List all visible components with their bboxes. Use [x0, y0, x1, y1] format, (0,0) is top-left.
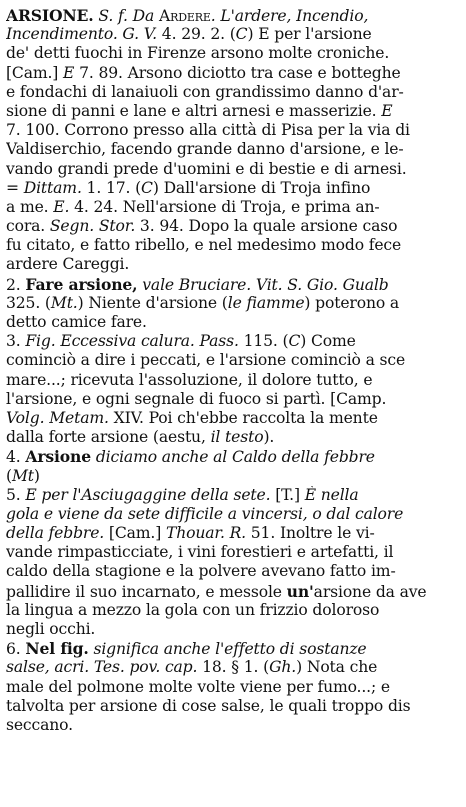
text-line: [6, 44, 462, 63]
text-run: cominciò a dire i peccati, e l'arsione cominciò a sce: [6, 351, 406, 370]
text-run: e fondachi di lanaiuoli con grandissimo danno d'ar-: [6, 82, 404, 101]
text-line: [6, 467, 462, 486]
text-line: [6, 64, 462, 83]
text-run: 6.: [6, 640, 26, 659]
text-line: [6, 716, 462, 735]
text-run: la lingua a mezzo la gola con un frizzio doloroso: [6, 600, 380, 619]
text-line: [6, 409, 462, 428]
text-line: [6, 505, 462, 524]
text-run: l'arsione, e ogni segnale di fuoco si partì. [Camp.: [6, 389, 387, 408]
text-run: negli occhi.: [6, 620, 96, 638]
text-line: [6, 121, 462, 140]
text-run: ardere Careggi.: [6, 255, 130, 274]
text-run: 1. 17. (: [81, 178, 142, 197]
text-run: . L'ardere, Incendio,: [210, 7, 369, 25]
text-line: [6, 428, 462, 447]
text-run: ).: [263, 428, 275, 447]
text-line: [6, 447, 462, 466]
text-line: [6, 639, 462, 658]
text-run: E per l'Asciugaggine della sete.: [25, 485, 271, 504]
text-line: [6, 390, 462, 409]
text-line: [6, 294, 462, 313]
text-run: 325. (: [6, 293, 51, 312]
text-run: 3. 94. Dopo la quale arsione caso: [135, 217, 398, 236]
text-run: Fare arsione,: [25, 274, 138, 294]
text-run: 4.: [6, 448, 26, 467]
text-line: [6, 658, 462, 677]
text-run: =: [6, 178, 24, 197]
text-run: Nel fig.: [25, 639, 89, 659]
text-line: [6, 332, 462, 351]
text-line: [6, 6, 462, 25]
text-line: [6, 217, 462, 236]
text-run: Incendimento. G. V.: [6, 25, 157, 44]
text-line: [6, 486, 462, 505]
text-run: Gh.: [269, 658, 297, 677]
text-run: ) Dall'arsione di Troja infino: [152, 178, 371, 197]
text-line: [6, 160, 462, 179]
text-run: 2.: [6, 275, 26, 294]
text-run: Dittam.: [23, 178, 82, 197]
text-run: C: [235, 25, 248, 44]
text-run: E: [381, 101, 393, 120]
text-run: vale Bruciare. Vit. S. Gio. Gualb: [137, 275, 389, 294]
text-line: [6, 140, 462, 159]
text-run: 18. § 1. (: [197, 658, 270, 677]
text-run: ) Come: [300, 332, 356, 351]
text-line: [6, 198, 462, 217]
text-run: (: [6, 466, 12, 485]
text-run: arsione da ave: [313, 582, 427, 601]
text-run: E: [63, 63, 75, 82]
text-run: [T.]: [270, 485, 305, 504]
text-run: diciamo anche al Caldo della febbre: [91, 448, 375, 467]
text-run: vande rimpasticciate, i vini forestieri e artefatti, il: [6, 543, 394, 562]
text-run: vando grandi prede d'uomini e di bestie e di arnesi.: [6, 159, 407, 178]
dictionary-entry-text: [6, 6, 462, 735]
text-run: Fig. Eccessiva calura. Pass.: [25, 332, 239, 351]
text-line: [6, 313, 462, 332]
text-run: il testo: [210, 428, 264, 447]
text-line: [6, 697, 462, 716]
text-line: [6, 179, 462, 198]
text-run: seccano.: [6, 715, 73, 734]
text-run: le fiamme: [227, 293, 305, 312]
text-run: male del polmone molte volte viene per fumo...; e: [6, 677, 390, 696]
text-run: pallidire il suo incarnato, e messole: [6, 582, 287, 601]
text-run: Ardere: [158, 7, 211, 25]
text-run: ) Niente d'arsione (: [77, 293, 228, 312]
text-run: fu citato, e fatto ribello, e nel medesimo modo fece: [6, 236, 402, 255]
text-run: 3.: [6, 332, 26, 351]
text-run: E.: [53, 197, 70, 216]
text-line: [6, 255, 462, 274]
text-run: caldo della stagione e la polvere avevano fatto im-: [6, 562, 396, 581]
text-run: 7. 89. Arsono diciotto tra case e botteghe: [74, 63, 401, 82]
text-run: un': [286, 581, 314, 601]
text-run: ) Nota che: [296, 658, 378, 677]
text-run: S. f. Da: [93, 7, 159, 25]
text-run: 51. Inoltre le vi-: [245, 524, 375, 543]
text-run: 5.: [6, 485, 26, 504]
text-line: [6, 102, 462, 121]
text-line: [6, 582, 462, 601]
text-run: ) E per l'arsione: [247, 25, 372, 44]
text-run: Valdiserchio, facendo grande danno d'arsione, e le-: [6, 140, 404, 159]
text-run: dalla forte arsione (aestu,: [6, 428, 211, 447]
text-line: [6, 562, 462, 581]
text-run: Volg. Metam.: [6, 408, 109, 427]
text-run: XIV. Poi ch'ebbe raccolta la mente: [108, 408, 378, 427]
text-run: C: [141, 178, 153, 197]
text-line: [6, 371, 462, 390]
text-run: detto camice fare.: [6, 313, 147, 331]
text-run: 115. (: [238, 332, 289, 351]
text-line: [6, 275, 462, 294]
text-run: ) poterono a: [304, 293, 400, 312]
text-line: [6, 601, 462, 620]
text-line: [6, 25, 462, 44]
text-run: Mt.: [50, 293, 78, 312]
text-run: talvolta per arsione di cose salse, le quali troppo dis: [6, 696, 411, 715]
text-line: [6, 236, 462, 255]
text-line: [6, 351, 462, 370]
text-run: della febbre.: [6, 524, 105, 543]
text-run: ARSIONE.: [6, 6, 94, 25]
text-run: [Cam.]: [104, 524, 166, 543]
text-run: ): [33, 466, 40, 485]
text-run: gola e viene da sete difficile a vincersi, o dal calore: [6, 504, 404, 523]
text-run: [Cam.]: [6, 63, 64, 82]
text-line: [6, 524, 462, 543]
text-run: 4. 29. 2. (: [157, 25, 236, 44]
text-run: significa anche l'effetto di sostanze: [88, 640, 367, 659]
text-run: cora.: [6, 217, 50, 236]
text-line: [6, 678, 462, 697]
text-run: Arsione: [25, 447, 92, 467]
text-run: mare...; ricevuta l'assoluzione, il dolore tutto, e: [6, 370, 373, 389]
text-run: Mt: [11, 466, 34, 485]
text-run: 7. 100. Corrono presso alla città di Pisa per la via di: [6, 121, 410, 140]
text-run: È nella: [304, 485, 359, 504]
text-line: [6, 83, 462, 102]
text-line: [6, 543, 462, 562]
text-run: sione di panni e lane e altri arnesi e masserizie.: [6, 101, 382, 120]
text-run: a me.: [6, 197, 54, 216]
text-run: 4. 24. Nell'arsione di Troja, e prima an-: [69, 197, 380, 216]
text-line: [6, 620, 462, 639]
text-run: salse, acri. Tes. pov. cap.: [6, 658, 198, 677]
text-run: de' detti fuochi in Firenze arsono molte croniche.: [6, 44, 390, 63]
text-run: Segn. Stor.: [49, 217, 136, 236]
text-run: Thouar. R.: [165, 524, 246, 543]
text-run: C: [288, 332, 301, 351]
